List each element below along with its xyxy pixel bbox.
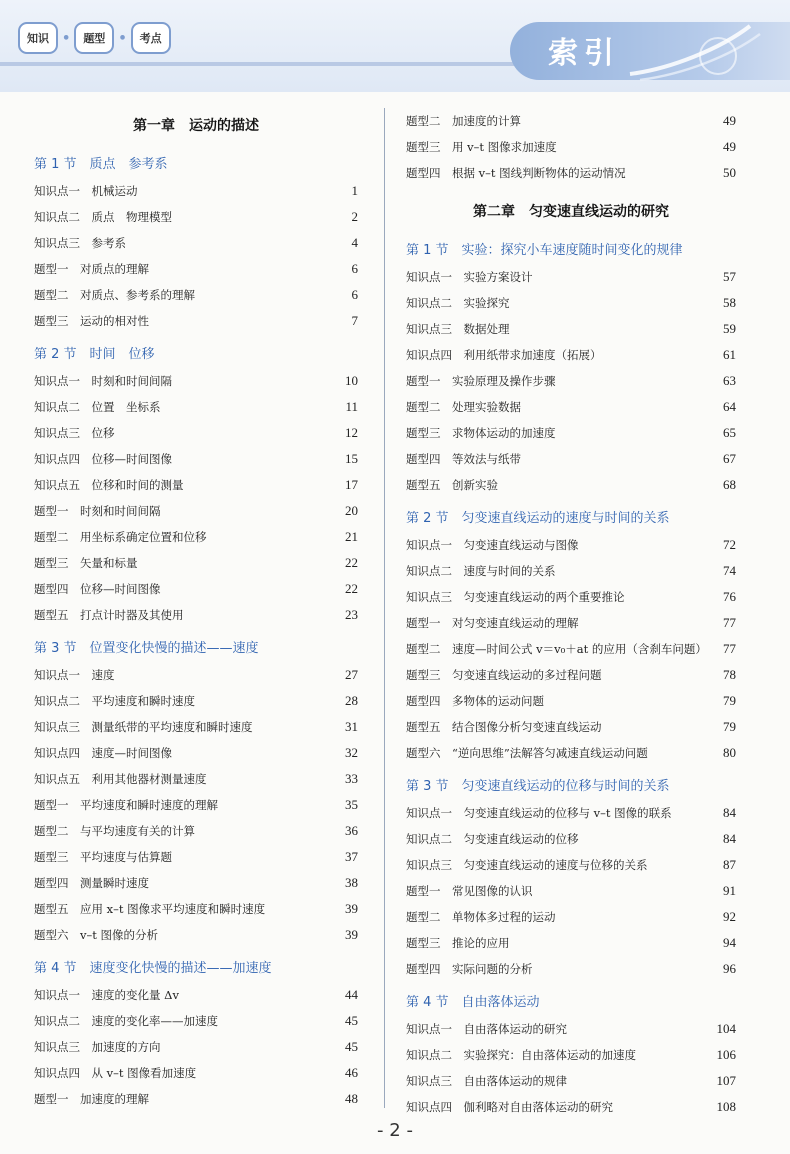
- toc-entry[interactable]: [406, 446, 736, 472]
- toc-entry[interactable]: [34, 1086, 358, 1112]
- toc-entry[interactable]: [34, 662, 358, 688]
- toc-entry-label: 题型六 “逆向思维”法解答匀减速直线运动问题: [406, 746, 648, 760]
- toc-entry-label: 知识点三 测量纸带的平均速度和瞬时速度: [34, 720, 253, 734]
- header-tags: [18, 22, 171, 54]
- toc-entry-page: 84: [723, 831, 736, 846]
- toc-entry-label: 题型二 加速度的计算: [406, 114, 521, 128]
- toc-entry-label: 题型四 等效法与纸带: [406, 452, 521, 466]
- toc-entry-page: 92: [723, 909, 736, 924]
- toc-entry[interactable]: [34, 282, 358, 308]
- toc-entry[interactable]: [406, 800, 736, 826]
- toc-entry-page: 6: [351, 287, 358, 302]
- toc-entry-page: 72: [723, 537, 736, 552]
- toc-entry-label: 题型五 打点计时器及其使用: [34, 608, 184, 622]
- tag-knowledge: 知识: [18, 22, 58, 54]
- toc-entry-page: 57: [723, 269, 736, 284]
- toc-entry-page: 61: [723, 347, 736, 362]
- toc-entry[interactable]: [406, 662, 736, 688]
- toc-entry[interactable]: [406, 394, 736, 420]
- toc-entry-label: 题型五 应用 x–t 图像求平均速度和瞬时速度: [34, 902, 266, 916]
- toc-entry-label: 题型一 常见图像的认识: [406, 884, 533, 898]
- toc-entry-label: 题型一 时刻和时间间隔: [34, 504, 161, 518]
- toc-entry[interactable]: [34, 204, 358, 230]
- toc-entry-page: 39: [345, 927, 358, 942]
- toc-entry-page: 68: [723, 477, 736, 492]
- toc-entry[interactable]: [34, 870, 358, 896]
- toc-entry-page: 46: [345, 1065, 358, 1080]
- toc-entry[interactable]: [406, 420, 736, 446]
- section-heading[interactable]: 第 3 节 匀变速直线运动的位移与时间的关系: [406, 779, 670, 794]
- page-number: - 2 -: [377, 1120, 413, 1141]
- tag-question-type: 题型: [74, 22, 114, 54]
- toc-entry-label: 题型四 测量瞬时速度: [34, 876, 149, 890]
- toc-entry-page: 2: [351, 209, 358, 224]
- toc-entry-page: 33: [345, 771, 358, 786]
- toc-entry[interactable]: [406, 584, 736, 610]
- toc-entry-page: 12: [345, 425, 358, 440]
- toc-entry-label: 知识点三 参考系: [34, 236, 126, 250]
- toc-entry[interactable]: [406, 688, 736, 714]
- toc-entry-label: 题型一 对匀变速直线运动的理解: [406, 616, 579, 630]
- toc-entry[interactable]: [406, 558, 736, 584]
- toc-entry-page: 50: [723, 165, 736, 180]
- toc-entry[interactable]: [406, 1094, 736, 1120]
- chapter-heading: 第一章 运动的描述: [133, 118, 259, 134]
- toc-entry[interactable]: [406, 134, 736, 160]
- toc-entry-label: 题型二 对质点、参考系的理解: [34, 288, 195, 302]
- toc-entry-label: 知识点五 位移和时间的测量: [34, 478, 184, 492]
- toc-entry-page: 32: [345, 745, 358, 760]
- toc-entry-label: 题型四 位移—时间图像: [34, 582, 161, 596]
- toc-entry-page: 20: [345, 503, 358, 518]
- toc-entry-label: 知识点三 数据处理: [406, 322, 510, 336]
- toc-entry-page: 37: [345, 849, 358, 864]
- toc-entry[interactable]: [406, 610, 736, 636]
- section-heading[interactable]: 第 1 节 质点 参考系: [34, 157, 168, 172]
- toc-entry[interactable]: [406, 1042, 736, 1068]
- toc-entry-page: 6: [351, 261, 358, 276]
- toc-entry-page: 27: [345, 667, 358, 682]
- toc-entry-page: 31: [345, 719, 358, 734]
- toc-entry-label: 知识点二 平均速度和瞬时速度: [34, 694, 195, 708]
- toc-entry[interactable]: [406, 956, 736, 982]
- toc-entry-label: 题型三 平均速度与估算题: [34, 850, 172, 864]
- toc-entry-page: 59: [723, 321, 736, 336]
- toc-entry-page: 58: [723, 295, 736, 310]
- toc-entry-label: 题型二 处理实验数据: [406, 400, 521, 414]
- toc-entry-page: 108: [716, 1099, 736, 1114]
- toc-entry-label: 知识点一 自由落体运动的研究: [406, 1022, 567, 1036]
- toc-entry[interactable]: [34, 602, 358, 628]
- toc-entry[interactable]: [34, 688, 358, 714]
- toc-entry-label: 题型四 根据 v–t 图线判断物体的运动情况: [406, 166, 626, 180]
- toc-entry-label: 知识点二 速度的变化率——加速度: [34, 1014, 218, 1028]
- toc-entry[interactable]: [406, 472, 736, 498]
- section-heading[interactable]: 第 4 节 自由落体运动: [406, 995, 540, 1010]
- toc-entry-page: 77: [723, 615, 736, 630]
- toc-entry-page: 78: [723, 667, 736, 682]
- toc-entry-page: 39: [345, 901, 358, 916]
- toc-entry-label: 知识点一 速度: [34, 668, 115, 682]
- toc-entry-label: 知识点四 伽利略对自由落体运动的研究: [406, 1100, 613, 1114]
- toc-entry[interactable]: [34, 394, 358, 420]
- toc-entry[interactable]: [406, 316, 736, 342]
- toc-entry-page: 23: [345, 607, 358, 622]
- right-column: [406, 108, 736, 1120]
- toc-entry-label: 知识点三 位移: [34, 426, 115, 440]
- toc-entry-page: 80: [723, 745, 736, 760]
- toc-entry[interactable]: [406, 930, 736, 956]
- toc-entry-page: 44: [345, 987, 358, 1002]
- toc-entry-label: 题型三 运动的相对性: [34, 314, 149, 328]
- toc-entry-label: 题型一 实验原理及操作步骤: [406, 374, 556, 388]
- tag-exam-point: 考点: [131, 22, 171, 54]
- toc-entry-label: 题型二 用坐标系确定位置和位移: [34, 530, 207, 544]
- section-heading[interactable]: 第 3 节 位置变化快慢的描述——速度: [34, 641, 259, 656]
- toc-entry-label: 题型三 用 v–t 图像求加速度: [406, 140, 557, 154]
- toc-entry-label: 知识点二 位置 坐标系: [34, 400, 161, 414]
- toc-entry[interactable]: [34, 766, 358, 792]
- toc-entry[interactable]: [34, 982, 358, 1008]
- toc-entry-page: 104: [716, 1021, 736, 1036]
- toc-entry-page: 48: [345, 1091, 358, 1106]
- toc-entry-page: 91: [723, 883, 736, 898]
- toc-entry-label: 知识点一 机械运动: [34, 184, 138, 198]
- toc-entry-page: 87: [723, 857, 736, 872]
- toc-entry[interactable]: [34, 896, 358, 922]
- toc-entry[interactable]: [406, 1016, 736, 1042]
- toc-entry-page: 38: [345, 875, 358, 890]
- toc-entry[interactable]: [34, 740, 358, 766]
- toc-entry-label: 题型三 矢量和标量: [34, 556, 138, 570]
- toc-entry-page: 96: [723, 961, 736, 976]
- toc-entry[interactable]: [406, 264, 736, 290]
- toc-entry-page: 28: [345, 693, 358, 708]
- toc-entry-label: 知识点三 自由落体运动的规律: [406, 1074, 567, 1088]
- toc-entry-label: 知识点二 实验探究: [406, 296, 510, 310]
- toc-entry-label: 知识点一 速度的变化量 Δv: [34, 988, 179, 1002]
- toc-entry-page: 79: [723, 719, 736, 734]
- toc-entry[interactable]: [34, 792, 358, 818]
- toc-entry[interactable]: [34, 714, 358, 740]
- toc-entry[interactable]: [406, 342, 736, 368]
- toc-entry-page: 63: [723, 373, 736, 388]
- toc-entry-label: 知识点二 匀变速直线运动的位移: [406, 832, 579, 846]
- toc-entry-label: 题型二 单物体多过程的运动: [406, 910, 556, 924]
- toc-entry-page: 76: [723, 589, 736, 604]
- toc-entry-label: 题型三 推论的应用: [406, 936, 510, 950]
- toc-entry-page: 15: [345, 451, 358, 466]
- toc-entry-label: 题型一 对质点的理解: [34, 262, 149, 276]
- toc-entry[interactable]: [34, 256, 358, 282]
- toc-entry-label: 知识点一 匀变速直线运动与图像: [406, 538, 579, 552]
- toc-entry[interactable]: [34, 178, 358, 204]
- toc-entry[interactable]: [34, 576, 358, 602]
- section-heading[interactable]: 第 4 节 速度变化快慢的描述——加速度: [34, 961, 272, 976]
- toc-entry[interactable]: [406, 290, 736, 316]
- toc-entry-label: 题型一 加速度的理解: [34, 1092, 149, 1106]
- toc-entry-page: 11: [345, 399, 358, 414]
- toc-entry[interactable]: [406, 108, 736, 134]
- toc-entry[interactable]: [406, 160, 736, 186]
- toc-entry[interactable]: [34, 550, 358, 576]
- toc-entry-page: 106: [716, 1047, 736, 1062]
- toc-entry[interactable]: [34, 844, 358, 870]
- toc-entry-page: 67: [723, 451, 736, 466]
- tag-separator: •: [118, 30, 127, 46]
- toc-entry-label: 知识点五 利用其他器材测量速度: [34, 772, 207, 786]
- section-heading[interactable]: 第 1 节 实验：探究小车速度随时间变化的规律: [406, 243, 683, 258]
- toc-entry[interactable]: [406, 532, 736, 558]
- toc-entry[interactable]: [406, 368, 736, 394]
- toc-entry[interactable]: [406, 852, 736, 878]
- toc-entry-page: 77: [723, 641, 736, 656]
- toc-entry-page: 49: [723, 139, 736, 154]
- toc-entry-page: 1: [351, 183, 358, 198]
- toc-entry-label: 题型四 实际问题的分析: [406, 962, 533, 976]
- toc-entry-label: 知识点二 质点 物理模型: [34, 210, 172, 224]
- tag-separator: •: [62, 30, 71, 46]
- toc-entry-page: 45: [345, 1013, 358, 1028]
- toc-entry-label: 题型五 结合图像分析匀变速直线运动: [406, 720, 602, 734]
- toc-entry[interactable]: [34, 446, 358, 472]
- toc-entry-label: 知识点三 匀变速直线运动的速度与位移的关系: [406, 858, 648, 872]
- toc-entry[interactable]: [34, 524, 358, 550]
- toc-entry-page: 22: [345, 581, 358, 596]
- toc-entry[interactable]: [406, 636, 736, 662]
- toc-entry-page: 22: [345, 555, 358, 570]
- toc-entry[interactable]: [406, 714, 736, 740]
- toc-entry-page: 4: [351, 235, 358, 250]
- toc-entry-label: 知识点四 速度—时间图像: [34, 746, 172, 760]
- toc-entry-label: 知识点四 位移—时间图像: [34, 452, 172, 466]
- toc-entry[interactable]: [406, 904, 736, 930]
- toc-entry-page: 10: [345, 373, 358, 388]
- toc-entry[interactable]: [34, 368, 358, 394]
- toc-entry-label: 知识点四 从 v–t 图像看加速度: [34, 1066, 197, 1080]
- swoosh-decoration-icon: [600, 14, 770, 84]
- page-title: 索引: [548, 36, 620, 71]
- toc-entry-label: 题型二 与平均速度有关的计算: [34, 824, 195, 838]
- toc-entry-label: 知识点三 加速度的方向: [34, 1040, 161, 1054]
- toc-entry[interactable]: [34, 230, 358, 256]
- toc-entry[interactable]: [406, 826, 736, 852]
- toc-entry[interactable]: [34, 420, 358, 446]
- toc-entry-page: 65: [723, 425, 736, 440]
- chapter-heading: 第二章 匀变速直线运动的研究: [473, 204, 669, 220]
- toc-entry-label: 知识点一 匀变速直线运动的位移与 v–t 图像的联系: [406, 806, 672, 820]
- toc-entry[interactable]: [34, 308, 358, 334]
- toc-entry-label: 知识点三 匀变速直线运动的两个重要推论: [406, 590, 625, 604]
- toc-entry-label: 题型四 多物体的运动问题: [406, 694, 544, 708]
- toc-entry-page: 35: [345, 797, 358, 812]
- toc-entry-page: 21: [345, 529, 358, 544]
- toc-entry[interactable]: [34, 472, 358, 498]
- toc-entry-label: 知识点一 时刻和时间间隔: [34, 374, 172, 388]
- toc-entry-label: 知识点二 实验探究：自由落体运动的加速度: [406, 1048, 636, 1062]
- toc-entry-label: 题型三 匀变速直线运动的多过程问题: [406, 668, 602, 682]
- section-heading[interactable]: 第 2 节 时间 位移: [34, 347, 155, 362]
- toc-entry-page: 17: [345, 477, 358, 492]
- toc-entry-label: 题型二 速度—时间公式 v＝v₀＋at 的应用（含刹车问题）: [406, 642, 707, 656]
- toc-entry-label: 知识点四 利用纸带求加速度（拓展）: [406, 348, 602, 362]
- toc-entry-page: 107: [716, 1073, 736, 1088]
- toc-entry[interactable]: [406, 878, 736, 904]
- toc-entry[interactable]: [34, 818, 358, 844]
- toc-entry[interactable]: [34, 1060, 358, 1086]
- toc-entry-page: 94: [723, 935, 736, 950]
- toc-entry-label: 题型三 求物体运动的加速度: [406, 426, 556, 440]
- toc-entry[interactable]: [34, 1034, 358, 1060]
- toc-entry-label: 题型六 v–t 图像的分析: [34, 928, 159, 942]
- toc-entry-page: 79: [723, 693, 736, 708]
- toc-entry-page: 74: [723, 563, 736, 578]
- toc-entry[interactable]: [406, 740, 736, 766]
- toc-entry[interactable]: [34, 498, 358, 524]
- toc-entry[interactable]: [406, 1068, 736, 1094]
- toc-entry-page: 49: [723, 113, 736, 128]
- toc-entry-label: 知识点一 实验方案设计: [406, 270, 533, 284]
- toc-entry-page: 7: [351, 313, 358, 328]
- left-column: [34, 108, 358, 1112]
- toc-entry-page: 36: [345, 823, 358, 838]
- toc-entry-label: 知识点二 速度与时间的关系: [406, 564, 556, 578]
- toc-entry[interactable]: [34, 1008, 358, 1034]
- toc-entry-page: 45: [345, 1039, 358, 1054]
- column-divider: [384, 108, 385, 1108]
- toc-entry-page: 64: [723, 399, 736, 414]
- section-heading[interactable]: 第 2 节 匀变速直线运动的速度与时间的关系: [406, 511, 670, 526]
- toc-entry-page: 84: [723, 805, 736, 820]
- toc-entry-label: 题型五 创新实验: [406, 478, 498, 492]
- toc-entry-label: 题型一 平均速度和瞬时速度的理解: [34, 798, 218, 812]
- toc-entry[interactable]: [34, 922, 358, 948]
